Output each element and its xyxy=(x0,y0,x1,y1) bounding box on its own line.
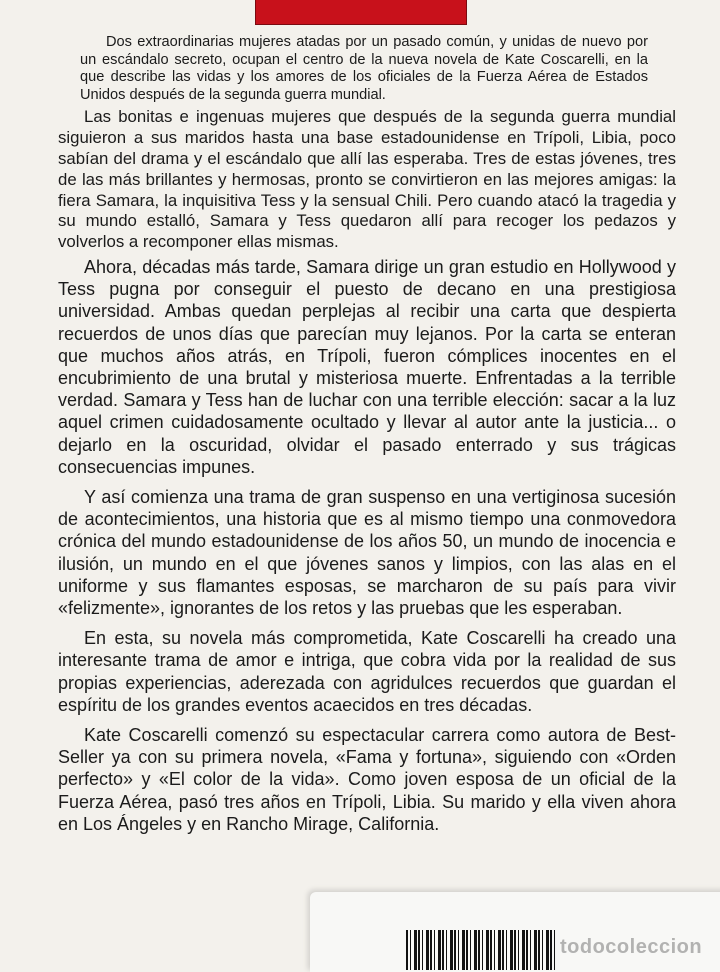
paragraph-3: Ahora, décadas más tarde, Samara dirige un gran estudio en Hollywood y Tess pugna por conseguir el puesto de decano en una prestigiosa universidad. Ambas quedan perplejas al recibir una carta que despierta recuerdos de unos días que parecían muy lejanos. Por la carta se enteran que muchos años atrás, en Trípoli, fueron cómplices inocentes en el encubrimiento de una brutal y misteriosa muerte. Enfrentadas a la terrible verdad. Samara y Tess han de luchar con una terrible elección: sacar a la luz aquel crimen cuidadosamente ocultado y llevar al autor ante la justicia... o dejarlo en la oscuridad, olvidar el pasado enterrado y sus trágicas consecuencias impunes. xyxy=(58,256,676,477)
paragraph-intro: Dos extraordinarias mujeres atadas por un pasado común, y unidas de nuevo por un escándalo secreto, ocupan el centro de la nueva novela de Kate Coscarelli, en la que describe las vidas y los amores de los oficiales de la Fuerza Aérea de Estados Unidos después de la segunda guerra mundial. xyxy=(80,34,648,103)
paragraph-2: Las bonitas e ingenuas mujeres que después de la segunda guerra mundial siguieron a sus maridos hasta una base estadounidense en Trípoli, Libia, poco sabían del drama y el escándalo que allí las esperaba. Tres de estas jóvenes, tres de las más brillantes y hermosas, pronto se convirtieron en las mejores amigas: la fiera Samara, la inquisitiva Tess y la sensual Chili. Pero cuando atacó la tragedia y su mundo estalló, Samara y Tess quedaron allí para recoger los pedazos y volverlos a recomponer ellas mismas. xyxy=(58,107,676,252)
paragraph-4: Y así comienza una trama de gran suspenso en una vertiginosa sucesión de acontecimientos, una historia que es al mismo tiempo una conmovedora crónica del mundo estadounidense de los años 50, un mundo de inocencia e ilusión, un mundo en el que jóvenes sanos y limpios, con las alas en el uniforme y sus flamantes esposas, se marcharon de su país para vivir «felizmente», ignorantes de los retos y las pruebas que les esperaban. xyxy=(58,486,676,618)
watermark-text: todocoleccion xyxy=(560,936,703,958)
barcode-sticker xyxy=(310,892,720,972)
paragraph-author-bio: Kate Coscarelli comenzó su espectacular carrera como autora de Best-Seller ya con su primera novela, «Fama y fortuna», siguiendo con «Orden perfecto» y «El color de la vida». Como joven esposa de un oficial de la Fuerza Aérea, pasó tres años en Trípoli, Libia. Su marido y ella viven ahora en Los Ángeles y en Rancho Mirage, California. xyxy=(58,725,676,834)
back-cover-text xyxy=(58,34,676,835)
red-cover-tab xyxy=(255,0,467,25)
barcode-icon xyxy=(406,930,556,970)
paragraph-5: En esta, su novela más comprometida, Kate Coscarelli ha creado una interesante trama de amor e intriga, que cobra vida por la realidad de sus propias experiencias, aderezada con agridulces recuerdos que guardan el espíritu de los grandes eventos acaecidos en tres décadas. xyxy=(58,628,676,715)
